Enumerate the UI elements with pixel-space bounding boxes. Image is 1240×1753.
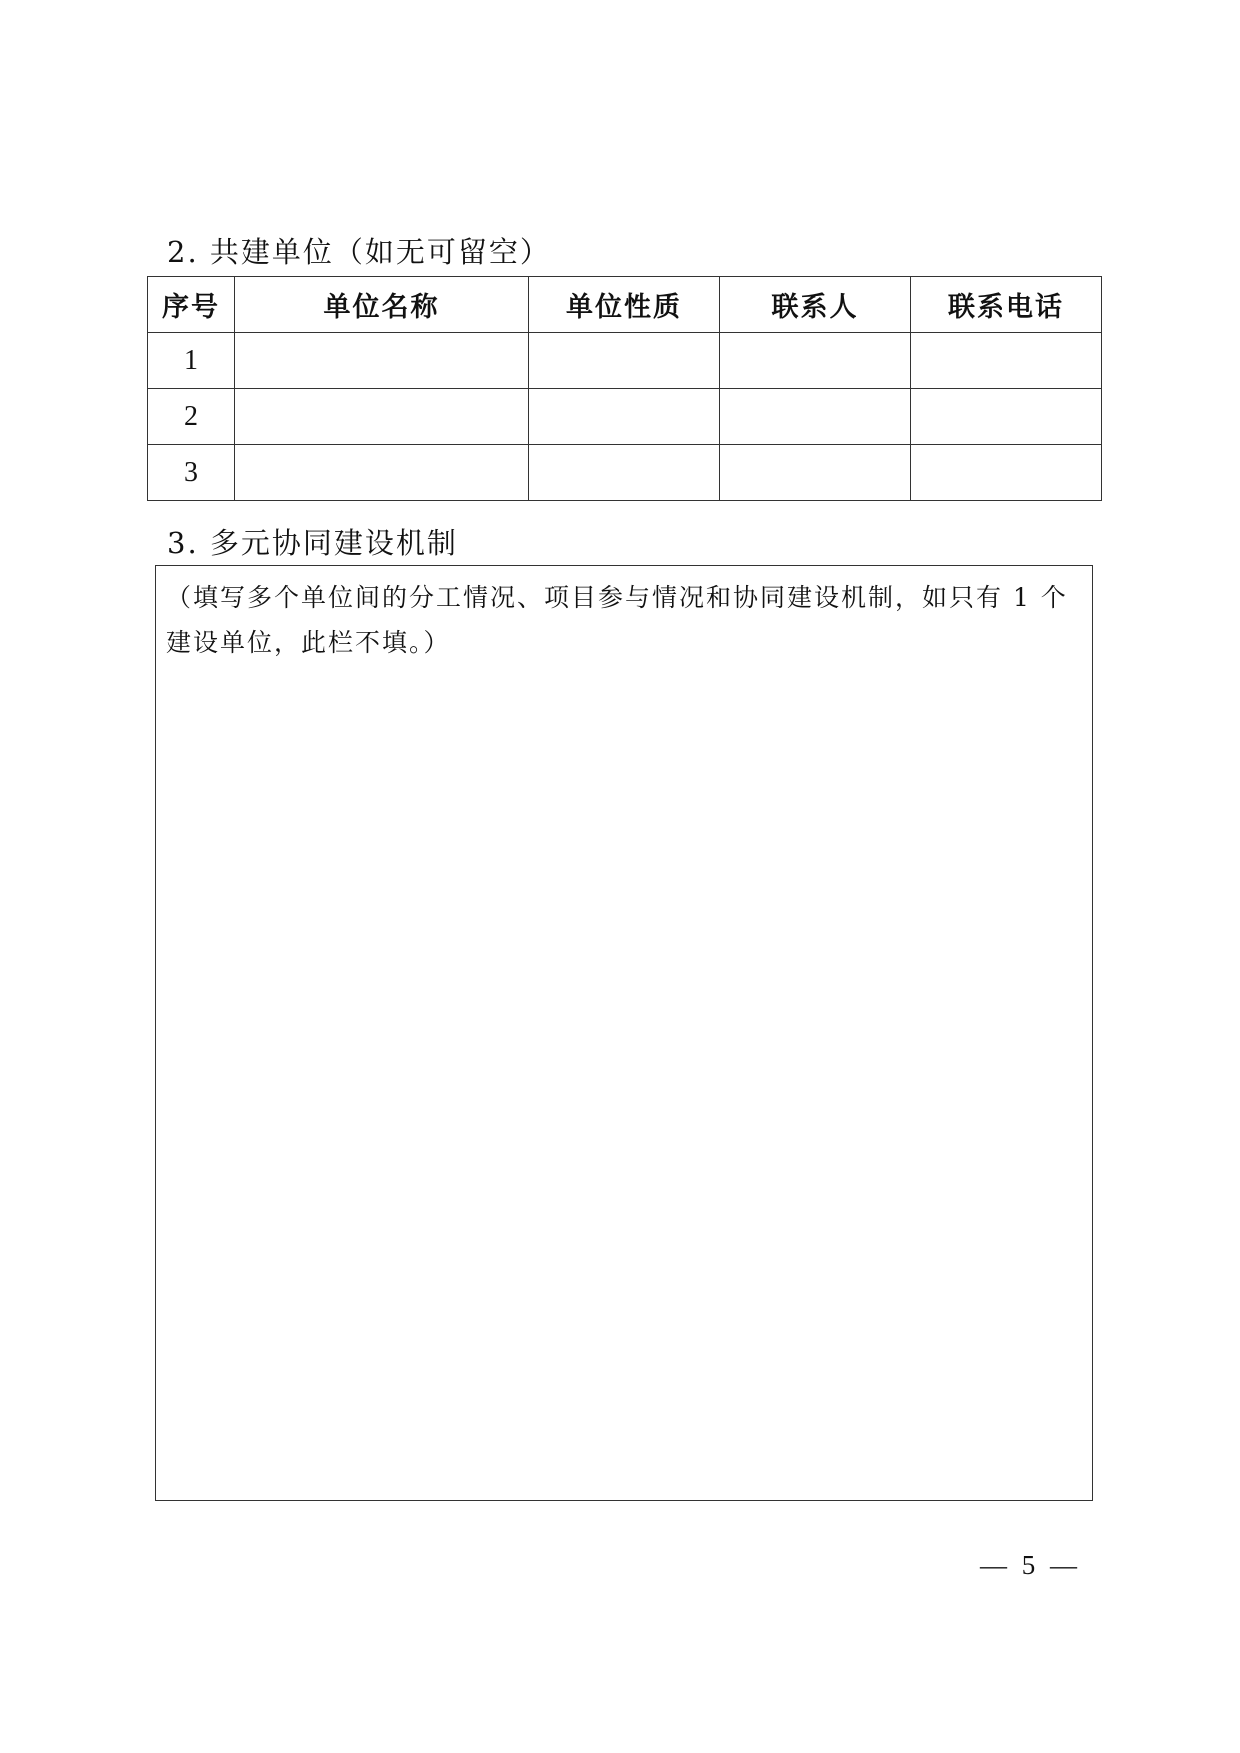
row-number-cell: 1 — [148, 333, 235, 389]
section-2-heading: 2. 共建单位（如无可留空） — [167, 235, 551, 269]
table-row — [148, 333, 1102, 389]
unit-nature-field[interactable] — [529, 333, 720, 389]
header-serial-number: 序号 — [148, 277, 235, 333]
header-unit-name: 单位名称 — [235, 277, 529, 333]
page-number: — 5 — — [980, 1550, 1081, 1580]
unit-nature-field[interactable] — [529, 445, 720, 501]
table-row — [148, 445, 1102, 501]
contact-phone-field[interactable] — [911, 445, 1102, 501]
contact-phone-field[interactable] — [911, 333, 1102, 389]
table-header-row — [148, 277, 1102, 333]
row-number-cell: 2 — [148, 389, 235, 445]
header-contact-phone: 联系电话 — [911, 277, 1102, 333]
contact-person-field[interactable] — [720, 389, 911, 445]
section-3-heading: 3. 多元协同建设机制 — [167, 526, 458, 560]
co-construction-units-table — [147, 276, 1102, 501]
instruction-text: （填写多个单位间的分工情况、项目参与情况和协同建设机制，如只有 1 个建设单位，此栏不填。） — [166, 583, 1068, 657]
header-unit-nature: 单位性质 — [529, 277, 720, 333]
unit-nature-field[interactable] — [529, 389, 720, 445]
unit-name-field[interactable] — [235, 445, 529, 501]
collaboration-mechanism-textbox[interactable] — [155, 565, 1093, 1501]
unit-name-field[interactable] — [235, 389, 529, 445]
contact-person-field[interactable] — [720, 333, 911, 389]
contact-phone-field[interactable] — [911, 389, 1102, 445]
unit-name-field[interactable] — [235, 333, 529, 389]
header-contact-person: 联系人 — [720, 277, 911, 333]
table-row — [148, 389, 1102, 445]
row-number-cell: 3 — [148, 445, 235, 501]
contact-person-field[interactable] — [720, 445, 911, 501]
